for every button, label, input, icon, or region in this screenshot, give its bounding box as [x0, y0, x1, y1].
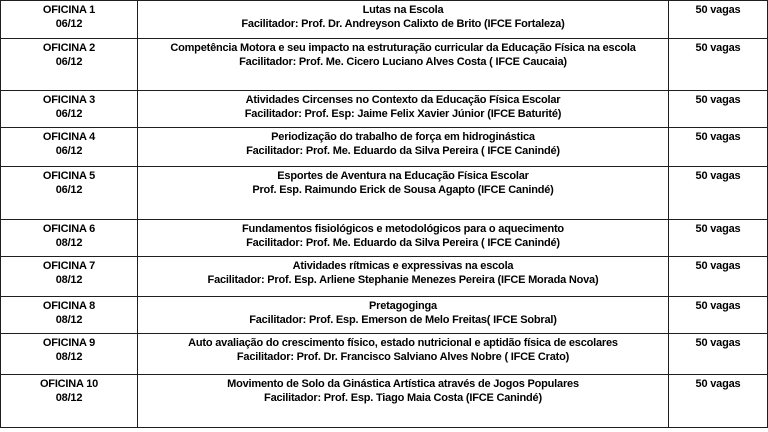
workshop-cell	[138, 91, 669, 128]
vagas-cell: 50 vagas	[669, 91, 768, 128]
oficina-date: 06/12	[55, 107, 83, 120]
vagas-cell: 50 vagas	[669, 39, 768, 91]
oficina-cell	[1, 220, 138, 257]
oficina-cell	[1, 1, 138, 39]
oficina-cell	[1, 334, 138, 375]
workshop-facilitator: Facilitador: Prof. Me. Eduardo da Silva Pereira ( IFCE Canindé)	[246, 144, 560, 157]
oficina-label: OFICINA 8	[42, 300, 96, 312]
table-row	[1, 128, 768, 167]
oficina-cell	[1, 257, 138, 297]
oficina-cell	[1, 167, 138, 220]
table-row	[1, 257, 768, 297]
oficina-date: 08/12	[55, 313, 83, 326]
workshop-cell	[138, 128, 669, 167]
table-row	[1, 39, 768, 91]
workshop-cell	[138, 257, 669, 297]
vagas-cell: 50 vagas	[669, 167, 768, 220]
workshop-facilitator: Prof. Esp. Raimundo Erick de Sousa Agapto (IFCE Canindé)	[252, 183, 554, 196]
vagas-cell: 50 vagas	[669, 1, 768, 39]
oficina-label: OFICINA 6	[42, 223, 96, 235]
oficina-label: OFICINA 4	[42, 131, 96, 143]
workshop-facilitator: Facilitador: Prof. Esp. Arliene Stephanie Menezes Pereira (IFCE Morada Nova)	[207, 273, 599, 286]
table-row	[1, 167, 768, 220]
workshop-facilitator: Facilitador: Prof. Me. Eduardo da Silva Pereira ( IFCE Canindé)	[246, 236, 560, 249]
workshop-facilitator: Facilitador: Prof. Me. Cicero Luciano Alves Costa ( IFCE Caucaia)	[239, 55, 567, 68]
table-row	[1, 297, 768, 334]
oficina-label: OFICINA 3	[42, 94, 96, 106]
workshop-facilitator: Facilitador: Prof. Esp. Emerson de Melo Freitas( IFCE Sobral)	[249, 313, 557, 326]
workshop-title: Competência Motora e seu impacto na estruturação curricular da Educação Física na escola	[170, 42, 636, 54]
oficina-label: OFICINA 5	[42, 170, 96, 182]
oficina-date: 06/12	[55, 144, 83, 157]
table-row	[1, 91, 768, 128]
workshop-cell	[138, 167, 669, 220]
workshop-facilitator: Facilitador: Prof. Dr. Andreyson Calixto de Brito (IFCE Fortaleza)	[241, 17, 565, 30]
workshop-cell	[138, 1, 669, 39]
workshop-cell	[138, 220, 669, 257]
table-row	[1, 220, 768, 257]
vagas-cell: 50 vagas	[669, 128, 768, 167]
oficina-date: 06/12	[55, 55, 83, 68]
workshop-title: Esportes de Aventura na Educação Física Escolar	[277, 170, 529, 182]
workshop-title: Movimento de Solo da Ginástica Artística através de Jogos Populares	[227, 378, 579, 390]
oficina-label: OFICINA 2	[42, 42, 96, 54]
workshop-cell	[138, 375, 669, 428]
vagas-cell: 50 vagas	[669, 297, 768, 334]
oficina-cell	[1, 128, 138, 167]
workshop-title: Atividades rítmicas e expressivas na escola	[292, 260, 514, 272]
vagas-cell: 50 vagas	[669, 375, 768, 428]
oficina-label: OFICINA 7	[42, 260, 96, 272]
oficina-date: 06/12	[55, 17, 83, 30]
oficina-label: OFICINA 1	[42, 4, 96, 16]
workshop-title: Pretagoginga	[369, 300, 437, 312]
workshop-title: Fundamentos fisiológicos e metodológicos para o aquecimento	[242, 223, 564, 235]
workshop-facilitator: Facilitador: Prof. Esp: Jaime Felix Xavier Júnior (IFCE Baturité)	[244, 107, 562, 120]
table-row	[1, 334, 768, 375]
oficina-cell	[1, 39, 138, 91]
workshop-cell	[138, 297, 669, 334]
workshop-facilitator: Facilitador: Prof. Esp. Tiago Maia Costa (IFCE Canindé)	[264, 391, 542, 404]
workshop-cell	[138, 39, 669, 91]
oficina-date: 08/12	[55, 350, 83, 363]
workshop-title: Lutas na Escola	[362, 4, 444, 16]
oficina-label: OFICINA 9	[42, 337, 96, 349]
oficina-cell	[1, 375, 138, 428]
table-row	[1, 1, 768, 39]
oficina-date: 08/12	[55, 273, 83, 286]
oficinas-table-body	[1, 1, 768, 428]
oficina-date: 06/12	[55, 183, 83, 196]
vagas-cell: 50 vagas	[669, 334, 768, 375]
workshop-cell	[138, 334, 669, 375]
workshop-title: Atividades Circenses no Contexto da Educação Física Escolar	[245, 94, 561, 106]
table-row	[1, 375, 768, 428]
oficina-cell	[1, 297, 138, 334]
oficina-date: 08/12	[55, 236, 83, 249]
oficina-label: OFICINA 10	[39, 378, 99, 390]
vagas-cell: 50 vagas	[669, 220, 768, 257]
workshop-facilitator: Facilitador: Prof. Dr. Francisco Salviano Alves Nobre ( IFCE Crato)	[236, 350, 570, 363]
workshop-title: Periodização do trabalho de força em hidroginástica	[271, 131, 535, 143]
vagas-cell: 50 vagas	[669, 257, 768, 297]
oficina-cell	[1, 91, 138, 128]
workshop-title: Auto avaliação do crescimento físico, estado nutricional e aptidão física de escolares	[188, 337, 618, 349]
oficina-date: 08/12	[55, 391, 83, 404]
